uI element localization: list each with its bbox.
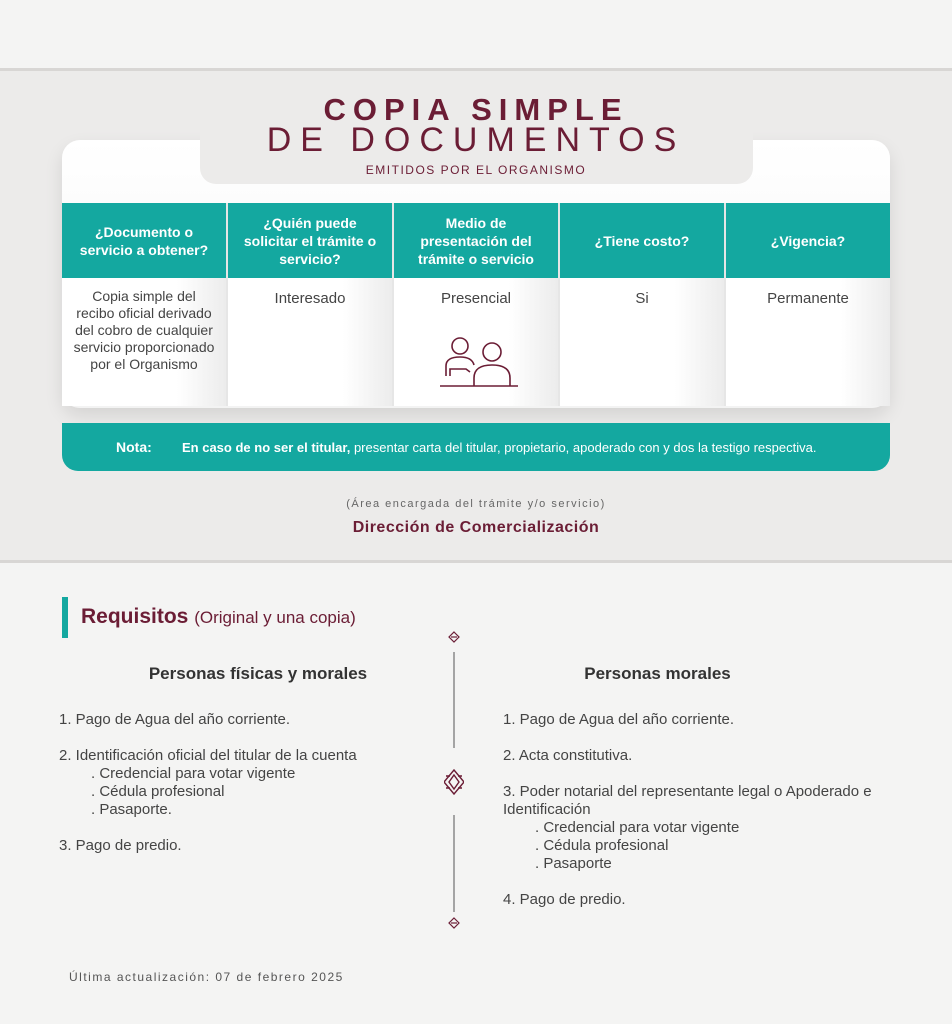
table-column bbox=[62, 203, 226, 406]
list-item-text: 4. Pago de predio. bbox=[503, 891, 626, 908]
table-column bbox=[724, 203, 890, 406]
right-column-title: Personas morales bbox=[584, 664, 731, 683]
note-label: Nota: bbox=[116, 439, 152, 455]
last-updated: Última actualización: 07 de febrero 2025 bbox=[69, 970, 344, 984]
list-item bbox=[59, 837, 439, 855]
table-cell: Permanente bbox=[726, 278, 890, 406]
list-item-text: 1. Pago de Agua del año corriente. bbox=[59, 711, 291, 728]
table-cell: Interesado bbox=[228, 278, 392, 406]
table-header: Medio de presentación del trámite o servicio bbox=[394, 203, 558, 278]
requisitos-accent-bar bbox=[62, 597, 68, 638]
note-bar bbox=[62, 423, 890, 471]
list-item-text: 3. Poder notarial del representante legal o Apoderado e Identificación bbox=[503, 783, 872, 818]
table-cell: Si bbox=[560, 278, 724, 406]
list-subitem: . Credencial para votar vigente bbox=[91, 765, 296, 782]
table-cell: Presencial bbox=[394, 278, 558, 406]
in-person-icon bbox=[436, 336, 520, 390]
list-item bbox=[59, 747, 439, 819]
list-subitem: . Pasaporte bbox=[535, 855, 612, 872]
requisitos-subtitle: (Original y una copia) bbox=[194, 608, 356, 627]
requisitos-title bbox=[81, 605, 356, 629]
area-label: (Área encargada del trámite y/o servicio) bbox=[346, 498, 606, 510]
left-column-title: Personas físicas y morales bbox=[148, 664, 368, 683]
note-bold-text: En caso de no ser el titular, bbox=[182, 439, 351, 455]
table-column bbox=[558, 203, 724, 406]
list-item-text: 3. Pago de predio. bbox=[59, 837, 182, 854]
table-header: ¿Documento o servicio a obtener? bbox=[62, 203, 226, 278]
list-item bbox=[503, 783, 903, 873]
right-requirements-list bbox=[503, 711, 903, 927]
table-column bbox=[226, 203, 392, 406]
list-subitem: . Cédula profesional bbox=[91, 783, 225, 800]
table-column bbox=[392, 203, 558, 406]
list-item bbox=[503, 711, 903, 729]
area-name: Dirección de Comercialización bbox=[352, 519, 600, 536]
list-item-text: 1. Pago de Agua del año corriente. bbox=[503, 711, 735, 728]
list-item bbox=[503, 891, 903, 909]
title-line-2: DE DOCUMENTOS bbox=[266, 121, 686, 159]
title-line-3: EMITIDOS POR EL ORGANISMO bbox=[365, 163, 587, 177]
requisitos-heading: Requisitos bbox=[81, 605, 189, 628]
info-table bbox=[62, 203, 890, 406]
table-cell: Copia simple del recibo oficial derivado del cobro de cualquier servicio proporcionado por el Organismo bbox=[62, 278, 226, 406]
title-line-1: COPIA SIMPLE bbox=[323, 92, 629, 127]
table-header: ¿Vigencia? bbox=[726, 203, 890, 278]
list-subitem: . Pasaporte. bbox=[91, 801, 172, 818]
table-header: ¿Quién puede solicitar el trámite o servicio? bbox=[228, 203, 392, 278]
table-header: ¿Tiene costo? bbox=[560, 203, 724, 278]
list-subitem: . Cédula profesional bbox=[535, 837, 669, 854]
list-item bbox=[59, 711, 439, 729]
list-item bbox=[503, 747, 903, 765]
list-item-text: 2. Acta constitutiva. bbox=[503, 747, 633, 764]
list-subitem: . Credencial para votar vigente bbox=[535, 819, 740, 836]
note-text: presentar carta del titular, propietario, apoderado con y dos la testigo respectiva. bbox=[350, 439, 817, 455]
left-requirements-list bbox=[59, 711, 439, 873]
list-item-text: 2. Identificación oficial del titular de la cuenta bbox=[59, 747, 357, 764]
